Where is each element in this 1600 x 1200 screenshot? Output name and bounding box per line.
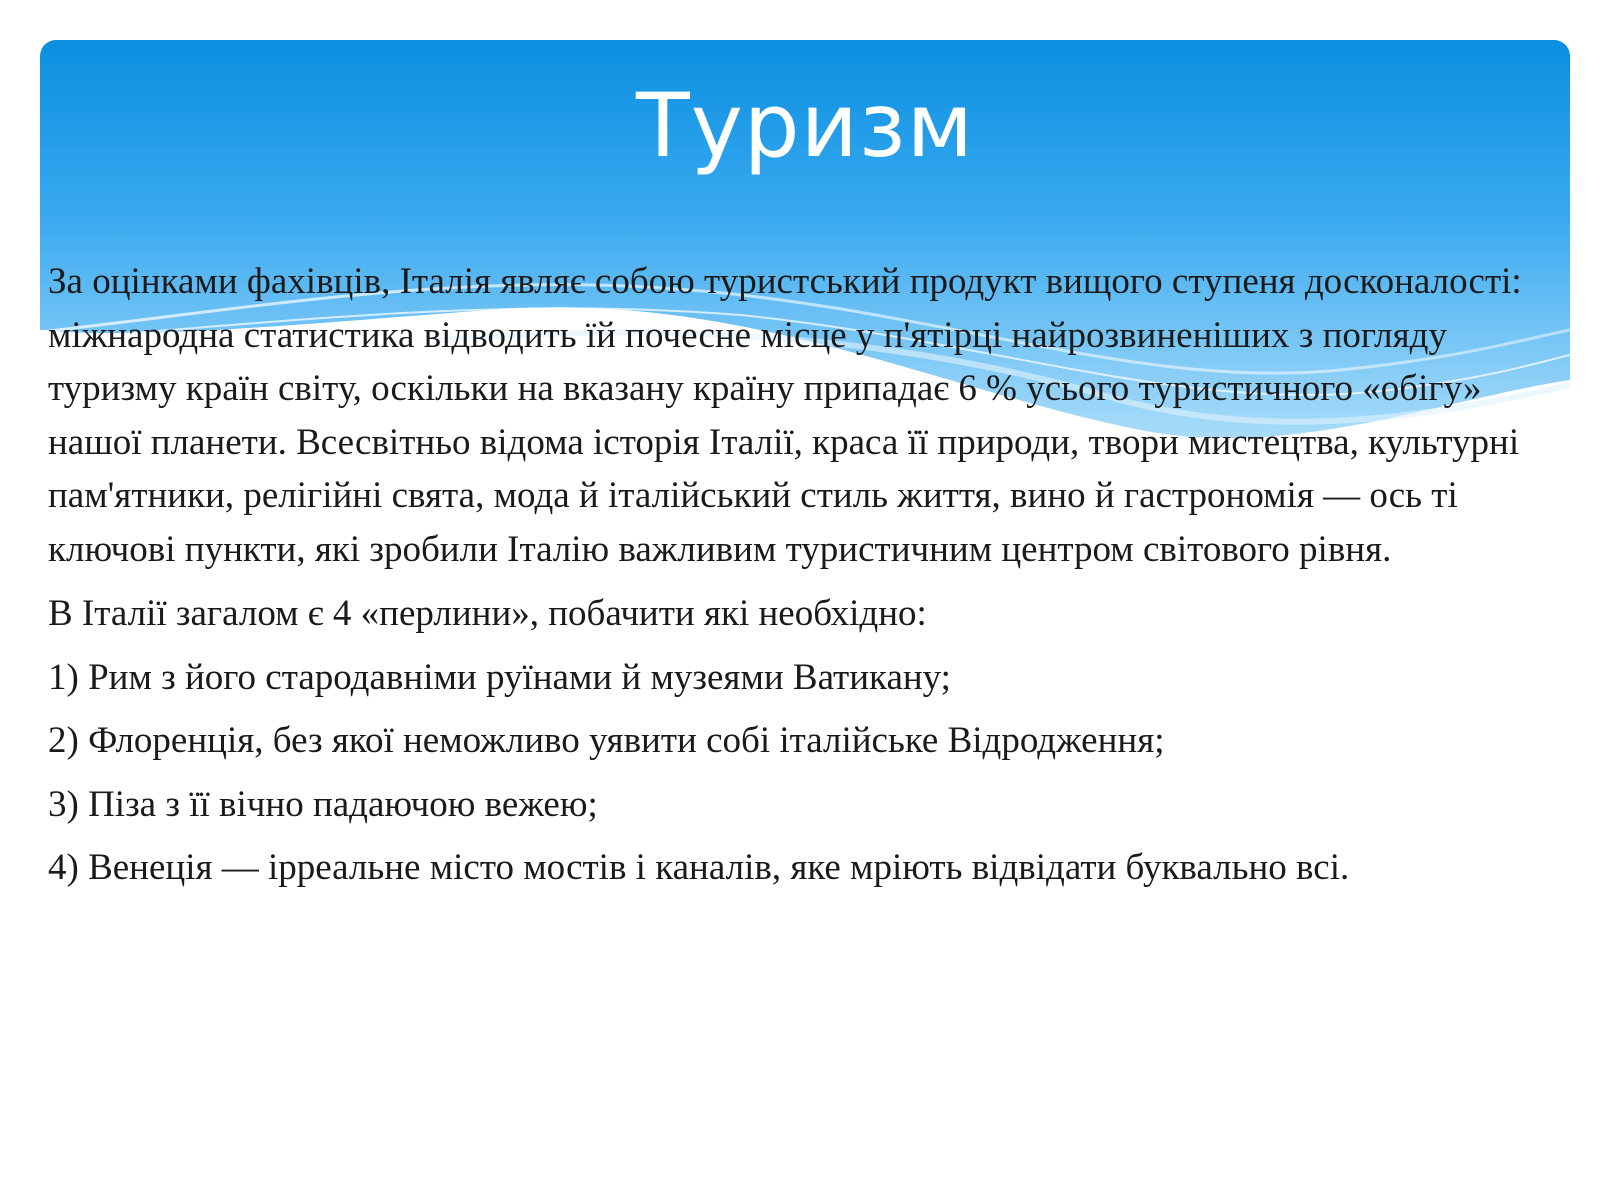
pearls-intro: В Італії загалом є 4 «перлини», побачити які необхідно:	[48, 593, 927, 634]
intro-paragraph: За оцінками фахівців, Італія являє собою туристський продукт вищого ступеня досконалості: міжнародна статистика відводить їй почесне місце у п'ятірці найрозвиненіших з погляду туризму країн світу, оскільки на вказану країну припадає 6 % усього туристичного «обігу» нашої планети. Всесвітньо відома історія Італії, краса її природи, твори мистецтва, культурні пам'ятники, релігійні свята, мода й італійський стиль життя, вино й гастрономія — ось ті ключові пункти, які зробили Італію важливим туристичним центром світового рівня.	[48, 261, 1522, 570]
slide-body	[48, 255, 1548, 905]
list-item: 3) Піза з її вічно падаючою вежею;	[48, 783, 598, 825]
list-item: 2) Флоренція, без якої неможливо уявити собі італійське Відродження;	[48, 720, 1165, 761]
list-item: 4) Венеція — ірреальне місто мостів і каналів, яке мріють відвідати буквально всі.	[48, 847, 1350, 888]
list-item: 1) Рим з його стародавніми руїнами й музеями Ватикану;	[48, 656, 951, 698]
slide-title: Туризм	[635, 74, 975, 177]
